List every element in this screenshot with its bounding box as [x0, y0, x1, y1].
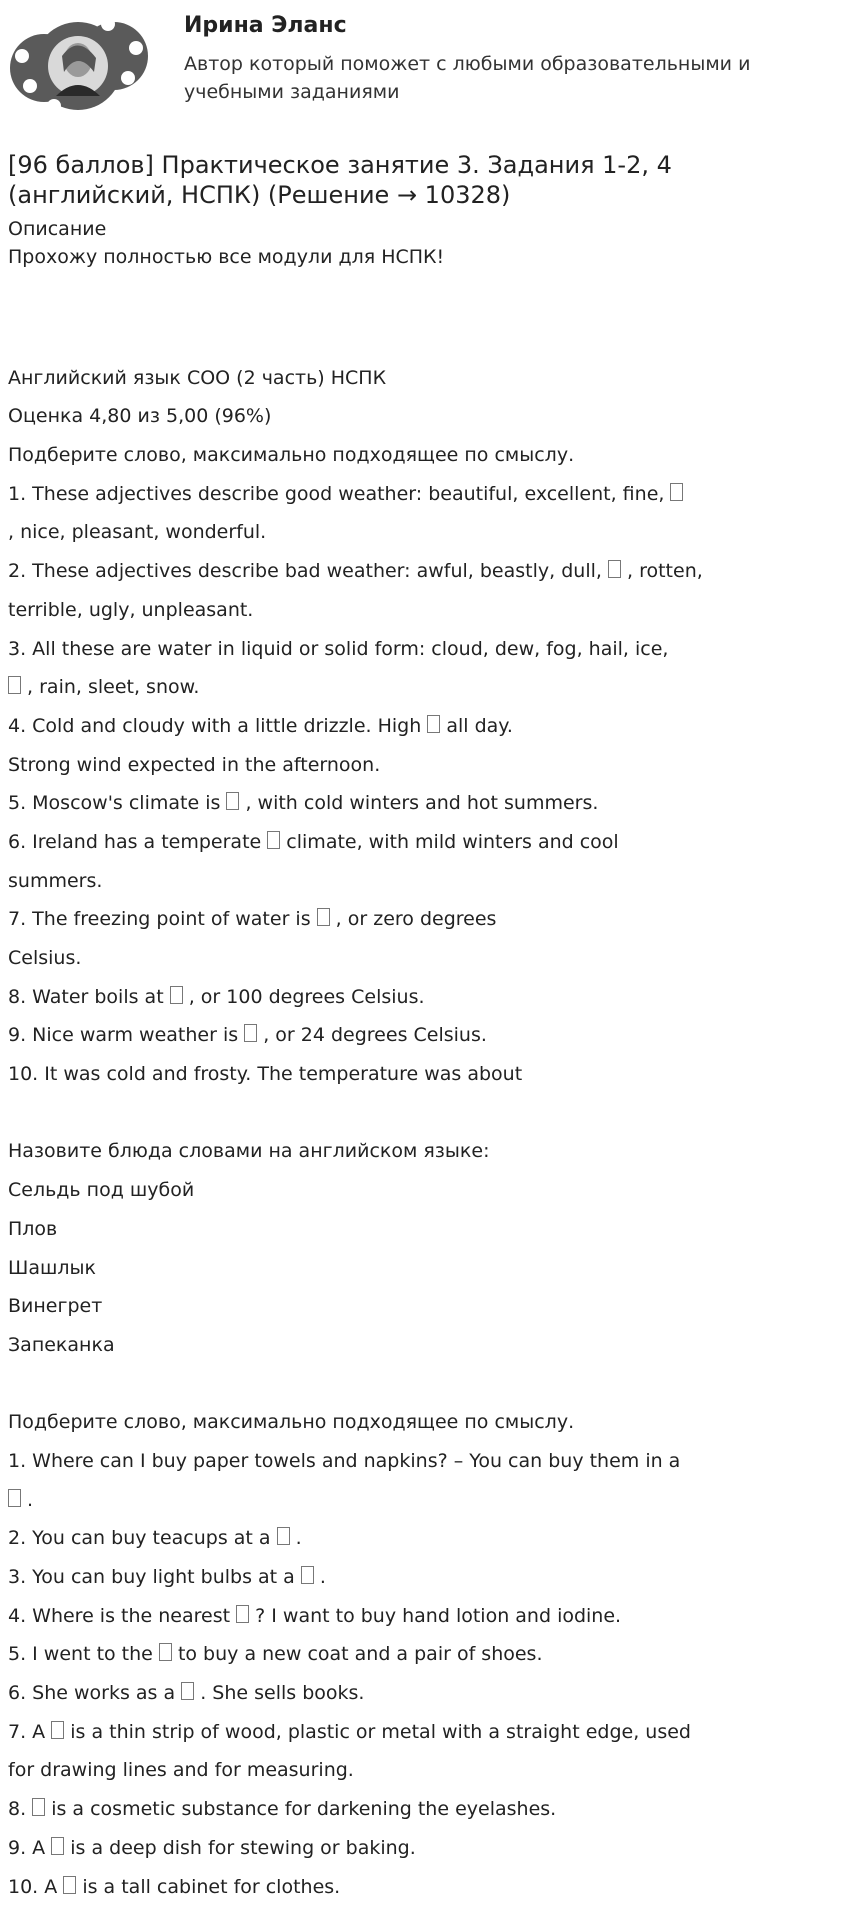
text-line — [8, 1016, 798, 1055]
line-text: Подберите слово, максимально подходящее по смыслу. — [8, 444, 574, 466]
blank-placeholder-icon — [277, 1527, 290, 1545]
line-text: Сельдь под шубой — [8, 1179, 194, 1201]
text-line — [8, 1442, 798, 1481]
line-text: . — [21, 1489, 33, 1511]
blank-placeholder-icon — [8, 1489, 21, 1507]
text-line — [8, 359, 798, 398]
blank-placeholder-icon — [317, 908, 330, 926]
line-text: 1. These adjectives describe good weather: beautiful, excellent, fine, — [8, 483, 670, 505]
author-name[interactable]: Ирина Эланс — [184, 13, 347, 38]
line-text: 6. She works as a — [8, 1682, 181, 1704]
line-text: Celsius. — [8, 947, 81, 969]
line-text: 8. Water boils at — [8, 986, 170, 1008]
line-text: ? I want to buy hand lotion and iodine. — [249, 1605, 621, 1627]
author-avatar — [8, 6, 150, 124]
text-line — [8, 1326, 798, 1365]
line-text: 4. Cold and cloudy with a little drizzle. High — [8, 715, 427, 737]
line-text: . — [290, 1527, 302, 1549]
line-text: 2. These adjectives describe bad weather: awful, beastly, dull, — [8, 560, 608, 582]
line-text: all day. — [440, 715, 513, 737]
line-text: Strong wind expected in the afternoon. — [8, 754, 380, 776]
line-text: 3. You can buy light bulbs at a — [8, 1566, 301, 1588]
line-text: 6. Ireland has a temperate — [8, 831, 267, 853]
line-text: 10. It was cold and frosty. The temperature was about — [8, 1063, 522, 1085]
line-text: 3. All these are water in liquid or solid form: cloud, dew, fog, hail, ice, — [8, 638, 668, 660]
text-line — [8, 1365, 798, 1404]
line-text: for drawing lines and for measuring. — [8, 1759, 354, 1781]
blank-placeholder-icon — [244, 1024, 257, 1042]
text-line — [8, 862, 798, 901]
blank-placeholder-icon — [267, 831, 280, 849]
line-text: . — [314, 1566, 326, 1588]
line-text: climate, with mild winters and cool — [280, 831, 618, 853]
text-line — [8, 1829, 798, 1868]
text-line — [8, 1132, 798, 1171]
line-text: 7. The freezing point of water is — [8, 908, 317, 930]
blank-placeholder-icon — [51, 1721, 64, 1739]
text-line — [8, 1481, 798, 1520]
text-line — [8, 397, 798, 436]
line-text: 5. I went to the — [8, 1643, 159, 1665]
line-text: is a thin strip of wood, plastic or metal with a straight edge, used — [64, 1721, 691, 1743]
blank-placeholder-icon — [226, 792, 239, 810]
line-text: , or 100 degrees Celsius. — [183, 986, 425, 1008]
description-label: Описание — [8, 218, 106, 240]
blank-placeholder-icon — [8, 676, 21, 694]
line-text: 4. Where is the nearest — [8, 1605, 236, 1627]
blank-placeholder-icon — [32, 1798, 45, 1816]
line-text: 9. A — [8, 1837, 51, 1859]
line-text: summers. — [8, 870, 102, 892]
text-line — [8, 1868, 798, 1906]
text-line — [8, 1055, 798, 1094]
line-text: Подберите слово, максимально подходящее по смыслу. — [8, 1411, 574, 1433]
text-line — [8, 1635, 798, 1674]
line-text: is a tall cabinet for clothes. — [76, 1876, 340, 1898]
blank-placeholder-icon — [159, 1643, 172, 1661]
line-text: Английский язык СОО (2 часть) НСПК — [8, 367, 386, 389]
blank-placeholder-icon — [301, 1566, 314, 1584]
text-line — [8, 978, 798, 1017]
text-line — [8, 1751, 798, 1790]
line-text: Запеканка — [8, 1334, 115, 1356]
text-line — [8, 436, 798, 475]
text-line — [8, 668, 798, 707]
document-title: [96 баллов] Практическое занятие 3. Задания 1-2, 4 (английский, НСПК) (Решение → 10328) — [8, 150, 788, 210]
line-text: 10. A — [8, 1876, 63, 1898]
line-text: 8. — [8, 1798, 32, 1820]
blank-placeholder-icon — [51, 1837, 64, 1855]
text-line — [8, 707, 798, 746]
line-text: 2. You can buy teacups at a — [8, 1527, 277, 1549]
blank-placeholder-icon — [170, 986, 183, 1004]
text-line — [8, 1249, 798, 1288]
text-line — [8, 552, 798, 591]
line-text: , nice, pleasant, wonderful. — [8, 521, 266, 543]
line-text: 7. A — [8, 1721, 51, 1743]
author-description: Автор который поможет с любыми образовательными и учебными заданиями — [184, 50, 784, 106]
text-line — [8, 475, 798, 514]
line-text: 1. Where can I buy paper towels and napkins? – You can buy them in a — [8, 1450, 680, 1472]
text-line — [8, 1287, 798, 1326]
blank-placeholder-icon — [236, 1605, 249, 1623]
text-line — [8, 513, 798, 552]
text-line — [8, 1790, 798, 1829]
line-text: Назовите блюда словами на английском языке: — [8, 1140, 489, 1162]
text-line — [8, 1094, 798, 1133]
line-text: , rotten, — [621, 560, 703, 582]
text-line — [8, 1403, 798, 1442]
blank-placeholder-icon — [63, 1876, 76, 1894]
blank-placeholder-icon — [608, 560, 621, 578]
line-text: 9. Nice warm weather is — [8, 1024, 244, 1046]
line-text: terrible, ugly, unpleasant. — [8, 599, 253, 621]
line-text: is a cosmetic substance for darkening the eyelashes. — [45, 1798, 556, 1820]
text-line — [8, 591, 798, 630]
text-line — [8, 784, 798, 823]
blank-placeholder-icon — [181, 1682, 194, 1700]
text-line — [8, 1597, 798, 1636]
line-text: , or zero degrees — [330, 908, 497, 930]
text-line — [8, 939, 798, 978]
line-text: , rain, sleet, snow. — [21, 676, 199, 698]
text-line — [8, 823, 798, 862]
line-text: Шашлык — [8, 1257, 96, 1279]
line-text: is a deep dish for stewing or baking. — [64, 1837, 416, 1859]
text-line — [8, 1210, 798, 1249]
line-text: , or 24 degrees Celsius. — [257, 1024, 487, 1046]
author-photo — [48, 36, 108, 96]
description-text: Прохожу полностью все модули для НСПК! — [8, 246, 444, 268]
line-text: , with cold winters and hot summers. — [239, 792, 598, 814]
blank-placeholder-icon — [427, 715, 440, 733]
line-text: Плов — [8, 1218, 57, 1240]
line-text: to buy a new coat and a pair of shoes. — [172, 1643, 543, 1665]
text-line — [8, 1171, 798, 1210]
line-text: Винегрет — [8, 1295, 102, 1317]
text-line — [8, 320, 798, 359]
text-line — [8, 746, 798, 785]
author-header — [0, 0, 847, 135]
line-text: . She sells books. — [194, 1682, 364, 1704]
document-body — [8, 320, 798, 1906]
text-line — [8, 1558, 798, 1597]
text-line — [8, 1519, 798, 1558]
line-text: Оценка 4,80 из 5,00 (96%) — [8, 405, 271, 427]
text-line — [8, 900, 798, 939]
line-text: 5. Moscow's climate is — [8, 792, 226, 814]
blank-placeholder-icon — [670, 483, 683, 501]
text-line — [8, 1713, 798, 1752]
text-line — [8, 630, 798, 669]
text-line — [8, 1674, 798, 1713]
